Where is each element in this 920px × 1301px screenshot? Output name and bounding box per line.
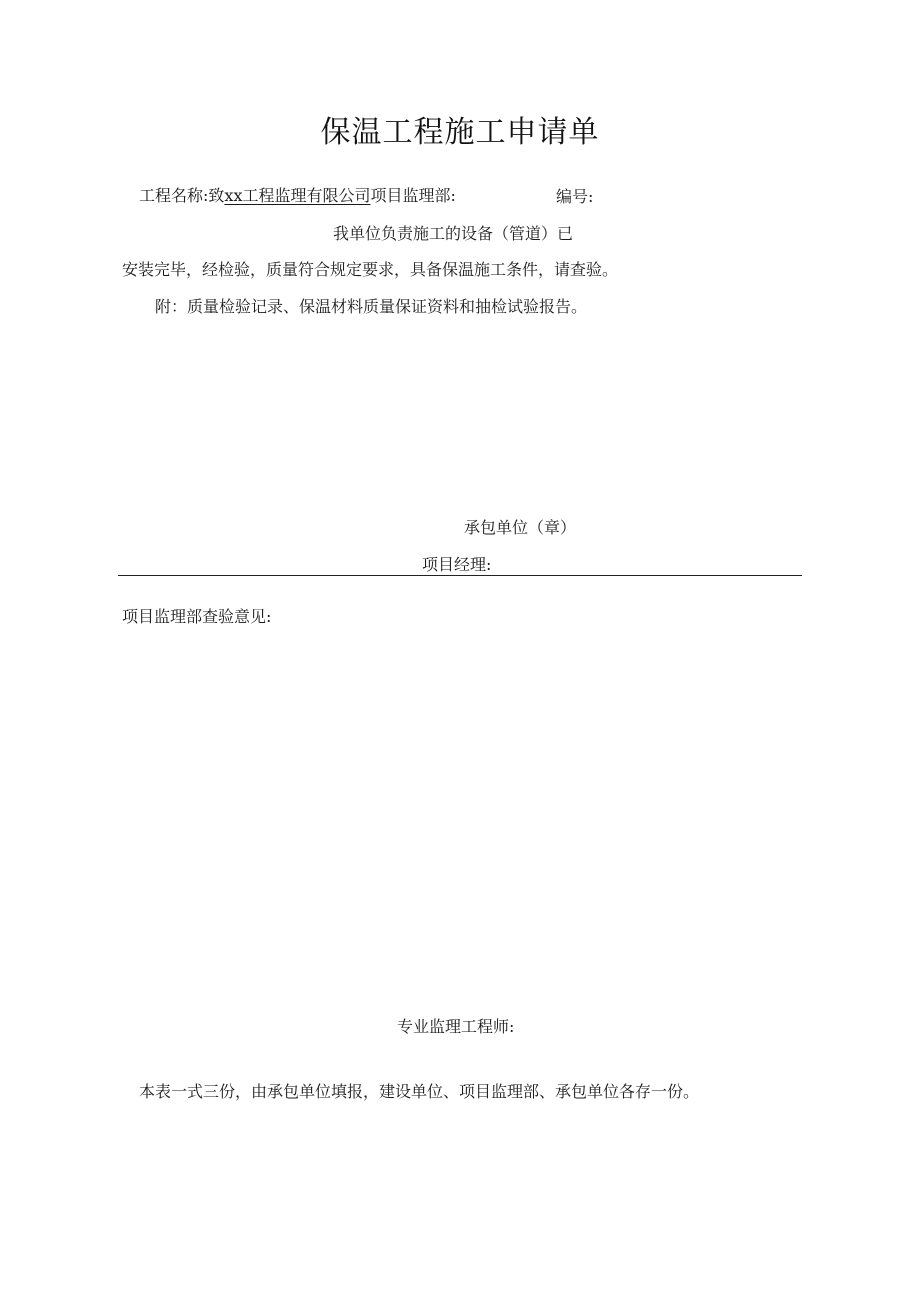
supervising-engineer-label: 专业监理工程师: <box>397 1017 515 1036</box>
footer-note: 本表一式三份，由承包单位填报，建设单位、项目监理部、承包单位各存一份。 <box>139 1082 700 1101</box>
project-manager-label: 项目经理: <box>422 555 492 574</box>
supervisor-dept-label: 项目监理部: <box>370 186 456 205</box>
page-title: 保温工程施工申请单 <box>320 115 600 150</box>
section-divider <box>118 575 802 576</box>
supervision-opinion-label: 项目监理部查验意见: <box>122 607 272 626</box>
supervisor-company-name: xx工程监理有限公司 <box>224 186 371 205</box>
project-name-label: 工程名称: <box>139 186 209 205</box>
application-line-2: 安装完毕，经检验，质量符合规定要求，具备保温施工条件，请查验。 <box>122 260 619 279</box>
header-line <box>139 188 456 204</box>
to-prefix: 致 <box>208 186 225 205</box>
contractor-seal-label: 承包单位（章） <box>464 518 577 537</box>
number-label: 编号: <box>556 187 594 206</box>
attachment-line: 附：质量检验记录、保温材料质量保证资料和抽检试验报告。 <box>155 297 588 316</box>
application-line-1: 我单位负责施工的设备（管道）已 <box>333 224 574 243</box>
